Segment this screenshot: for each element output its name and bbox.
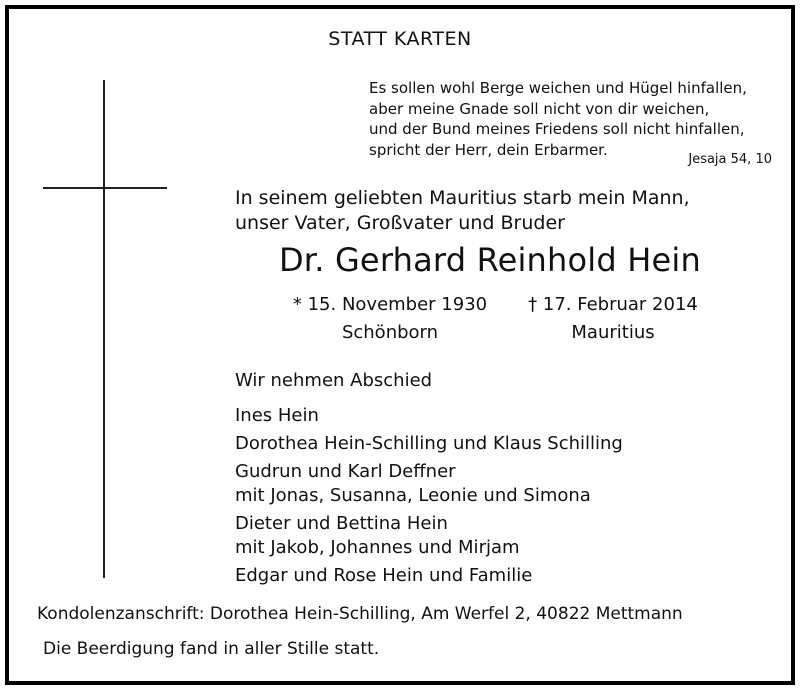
mourner-line: Ines Hein (235, 405, 319, 426)
birth-place: Schönborn (341, 322, 439, 343)
funeral-note: Die Beerdigung fand in aller Stille statt. (43, 639, 380, 659)
verse-line: Es sollen wohl Berge weichen und Hügel hinfallen, (369, 79, 747, 97)
mourner-group (235, 432, 623, 456)
intro-line: unser Vater, Großvater und Bruder (235, 212, 565, 234)
mourner-group (235, 460, 623, 508)
death-place: Mauritius (571, 322, 655, 343)
condolence-address: Kondolenzanschrift: Dorothea Hein-Schilling, Am Werfel 2, 40822 Mettmann (37, 604, 683, 624)
intro-text (235, 186, 690, 236)
mourner-group (235, 512, 623, 560)
farewell-text: Wir nehmen Abschied (235, 370, 433, 391)
mourner-line: Edgar und Rose Hein und Familie (235, 565, 533, 586)
mourners-list (235, 404, 623, 592)
mourner-line: mit Jonas, Susanna, Leonie und Simona (235, 485, 591, 506)
mourner-line: Dorothea Hein-Schilling und Klaus Schilling (235, 433, 623, 454)
cross-icon (103, 80, 105, 578)
mourner-line: Gudrun und Karl Deffner (235, 461, 456, 482)
mourner-group (235, 564, 623, 588)
mourner-line: Dieter und Bettina Hein (235, 513, 448, 534)
cross-bar (43, 187, 167, 189)
bible-verse (369, 78, 747, 160)
deceased-name: Dr. Gerhard Reinhold Hein (278, 241, 701, 279)
verse-reference: Jesaja 54, 10 (688, 152, 772, 167)
intro-line: In seinem geliebten Mauritius starb mein Mann, (235, 187, 690, 209)
notice-header: STATT KARTEN (328, 28, 472, 50)
mourner-line: mit Jakob, Johannes und Mirjam (235, 537, 520, 558)
death-date: † 17. Februar 2014 (528, 294, 698, 315)
birth-date: * 15. November 1930 (292, 294, 488, 315)
verse-line: aber meine Gnade soll nicht von dir weichen, (369, 99, 710, 118)
verse-line: und der Bund meines Friedens soll nicht hinfallen, (369, 120, 745, 138)
mourner-group (235, 404, 623, 428)
verse-line: spricht der Herr, dein Erbarmer. (369, 140, 608, 159)
